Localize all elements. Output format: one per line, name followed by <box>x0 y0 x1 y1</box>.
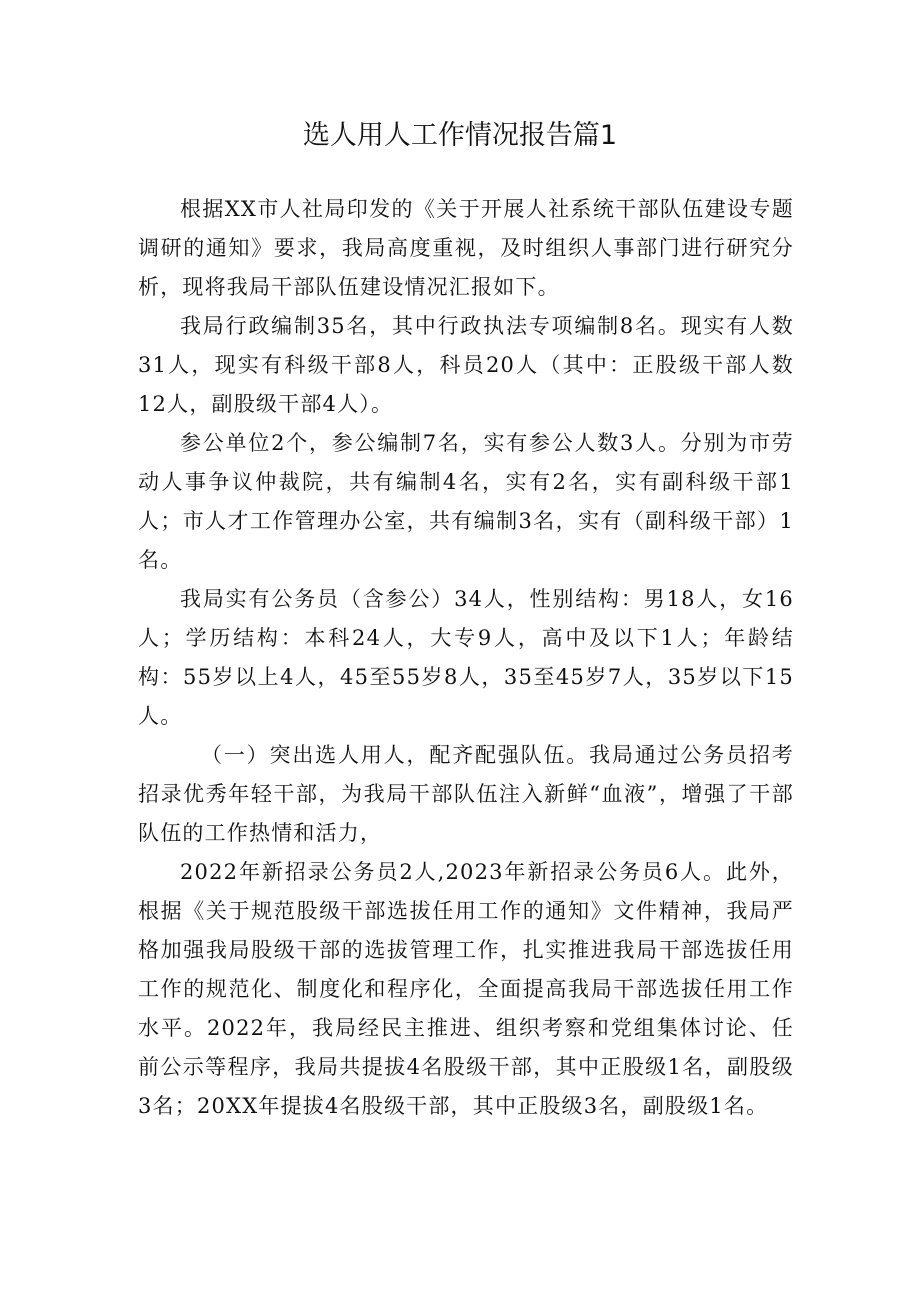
paragraph-structure: 我局实有公务员（含参公）34人，性别结构：男18人，女16人；学历结构：本科24人，大专9人，高中及以下1人；年龄结构：55岁以上4人，45至55岁8人，35至45岁7人，35岁以下15人。 <box>138 587 794 728</box>
paragraph-recruitment: 2022年新招录公务员2人,2023年新招录公务员6人。此外，根据《关于规范股级干部选拔任用工作的通知》文件精神，我局严格加强我局股级干部的选拔管理工作，扎实推进我局干部选拔任用工作的规范化、制度化和程序化，全面提高我局干部选拔任用工作水平。2022年，我局经民主推进、组织考察和党组集体讨论、任前公示等程序，我局共提拔4名股级干部，其中正股级1名，副股级3名；20XX年提拔4名股级干部，其中正股级3名，副股级1名。 <box>138 860 794 1118</box>
paragraph-affiliated-units: 参公单位2个，参公编制7名，实有参公人数3人。分别为市劳动人事争议仲裁院，共有编制4名，实有2名，实有副科级干部1人；市人才工作管理办公室，共有编制3名，实有（副科级干部）1名。 <box>138 431 794 572</box>
document-body <box>138 190 794 1126</box>
document-title: 选人用人工作情况报告篇1 <box>302 120 618 151</box>
paragraph-staffing: 我局行政编制35名，其中行政执法专项编制8名。现实有人数31人，现实有科级干部8人，科员20人（其中：正股级干部人数12人，副股级干部4人）。 <box>138 314 794 416</box>
paragraph-section-one: （一）突出选人用人，配齐配强队伍。我局通过公务员招考招录优秀年轻干部，为我局干部队伍注入新鲜“血液”，增强了干部队伍的工作热情和活力， <box>138 743 794 845</box>
paragraph-intro: 根据XX市人社局印发的《关于开展人社系统干部队伍建设专题调研的通知》要求，我局高度重视，及时组织人事部门进行研究分析，现将我局干部队伍建设情况汇报如下。 <box>138 197 794 299</box>
